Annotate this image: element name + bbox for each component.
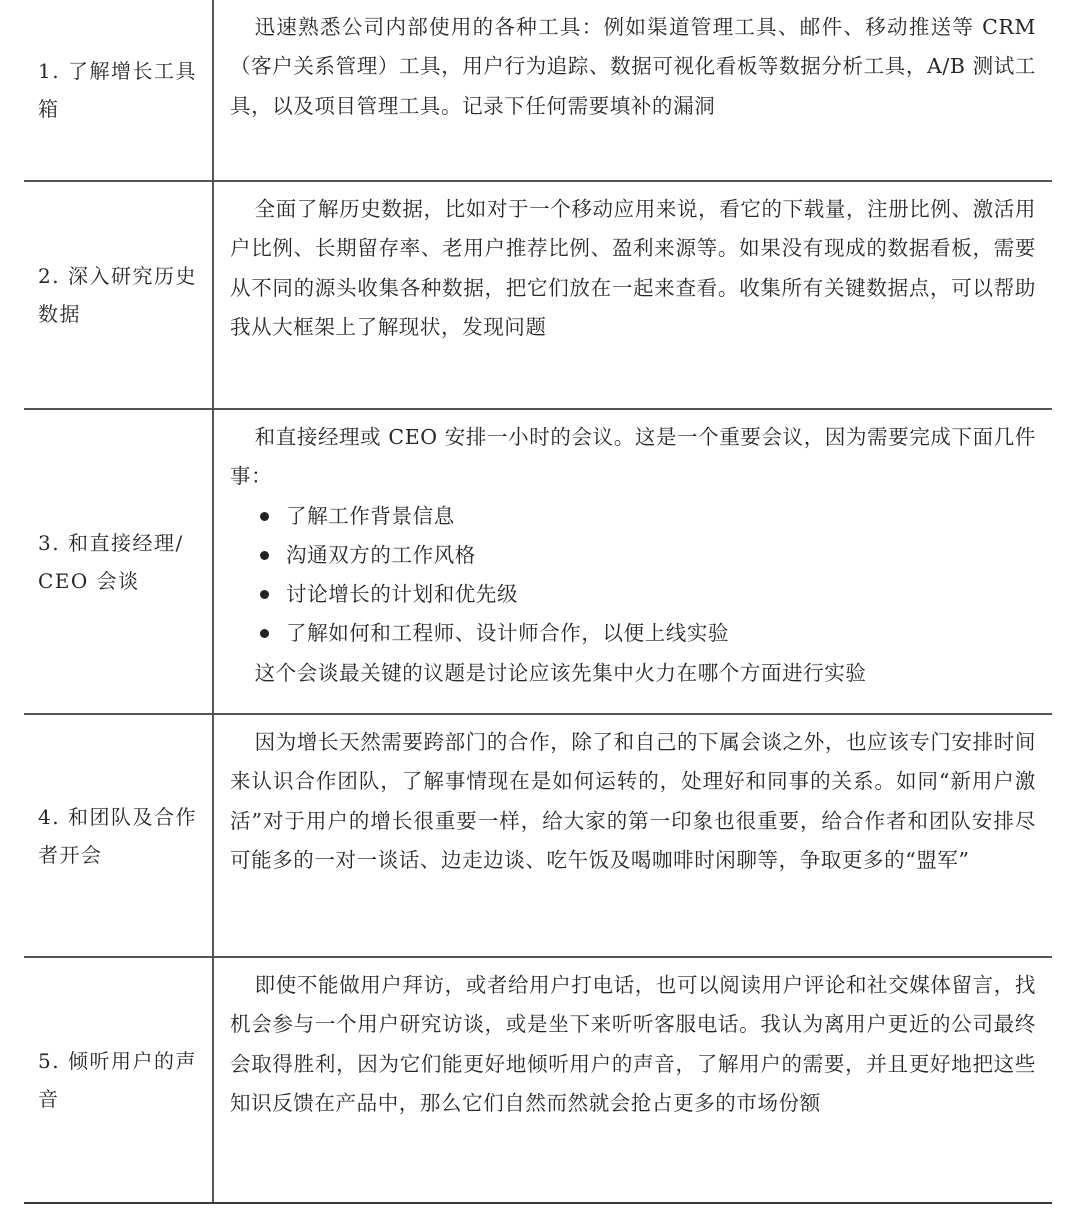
row-label: 3. 和直接经理/CEO 会谈 bbox=[24, 410, 214, 713]
onboarding-table bbox=[24, 0, 1052, 1204]
row-content bbox=[214, 0, 1052, 180]
row-intro: 和直接经理或 CEO 安排一小时的会议。这是一个重要会议，因为需要完成下面几件事： bbox=[230, 425, 1036, 489]
table-row bbox=[24, 182, 1052, 410]
table-row bbox=[24, 958, 1052, 1202]
list-item bbox=[260, 536, 1036, 575]
list-item-text: 了解工作背景信息 bbox=[286, 503, 455, 528]
row-content bbox=[214, 715, 1052, 956]
list-item-text: 沟通双方的工作风格 bbox=[286, 542, 476, 567]
row-content bbox=[214, 182, 1052, 408]
table-row bbox=[24, 715, 1052, 958]
list-item-text: 了解如何和工程师、设计师合作，以便上线实验 bbox=[286, 621, 730, 646]
bullet-icon bbox=[260, 512, 269, 521]
list-item bbox=[260, 614, 1036, 653]
row-content bbox=[214, 958, 1052, 1202]
list-item bbox=[260, 497, 1036, 536]
bullet-icon bbox=[260, 629, 269, 638]
list-item bbox=[260, 575, 1036, 614]
row-label: 4. 和团队及合作者开会 bbox=[24, 715, 214, 956]
row-paragraph: 迅速熟悉公司内部使用的各种工具：例如渠道管理工具、邮件、移动推送等 CRM（客户关系管理）工具，用户行为追踪、数据可视化看板等数据分析工具，A/B 测试工具，以及项目管理工具。记录下任何需要填补的漏洞 bbox=[230, 15, 1036, 118]
bullet-list bbox=[230, 497, 1036, 654]
row-outro: 这个会谈最关键的议题是讨论应该先集中火力在哪个方面进行实验 bbox=[254, 660, 867, 685]
bullet-icon bbox=[260, 590, 269, 599]
row-label: 5. 倾听用户的声音 bbox=[24, 958, 214, 1202]
list-item-text: 讨论增长的计划和优先级 bbox=[286, 582, 519, 607]
bullet-icon bbox=[260, 551, 269, 560]
table-row bbox=[24, 410, 1052, 715]
table-row bbox=[24, 0, 1052, 182]
row-label: 1. 了解增长工具箱 bbox=[24, 0, 214, 180]
row-paragraph: 即使不能做用户拜访，或者给用户打电话，也可以阅读用户评论和社交媒体留言，找机会参与一个用户研究访谈，或是坐下来听听客服电话。我认为离用户更近的公司最终会取得胜利，因为它们能更好地倾听用户的声音，了解用户的需要，并且更好地把这些知识反馈在产品中，那么它们自然而然就会抢占更多的市场份额 bbox=[230, 973, 1036, 1115]
row-paragraph: 全面了解历史数据，比如对于一个移动应用来说，看它的下载量，注册比例、激活用户比例、长期留存率、老用户推荐比例、盈利来源等。如果没有现成的数据看板，需要从不同的源头收集各种数据，把它们放在一起来查看。收集所有关键数据点，可以帮助我从大框架上了解现状，发现问题 bbox=[230, 197, 1036, 339]
row-paragraph: 因为增长天然需要跨部门的合作，除了和自己的下属会谈之外，也应该专门安排时间来认识合作团队，了解事情现在是如何运转的，处理好和同事的关系。如同“新用户激活”对于用户的增长很重要一样，给大家的第一印象也很重要，给合作者和团队安排尽可能多的一对一谈话、边走边谈、吃午饭及喝咖啡时闲聊等，争取更多的“盟军” bbox=[230, 730, 1036, 872]
row-label: 2. 深入研究历史数据 bbox=[24, 182, 214, 408]
row-content bbox=[214, 410, 1052, 713]
